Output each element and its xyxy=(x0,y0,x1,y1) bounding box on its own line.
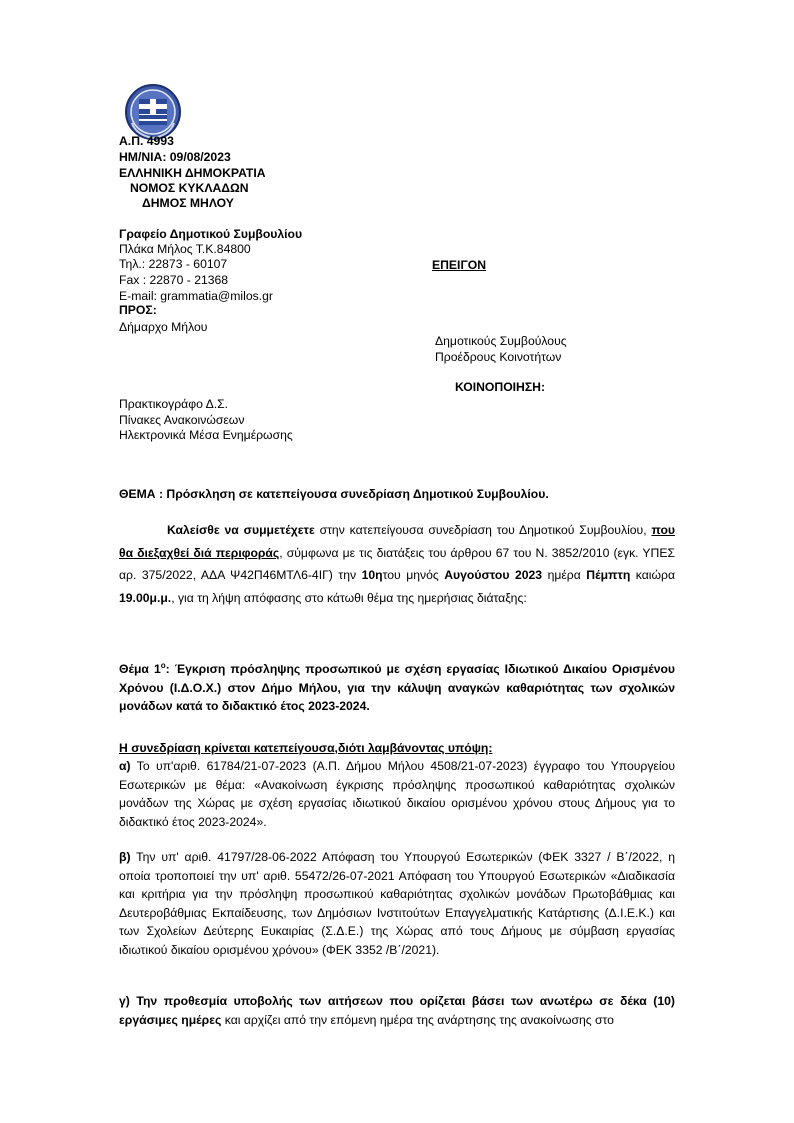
cc-item: Πίνακες Ανακοινώσεων xyxy=(119,413,245,427)
intro-text: ημέρα xyxy=(542,568,587,583)
office-email: E-mail: grammatia@milos.gr xyxy=(119,289,273,303)
greek-emblem-logo xyxy=(124,83,182,141)
country-name: ΕΛΛΗΝΙΚΗ ΔΗΜΟΚΡΑΤΙΑ xyxy=(119,166,266,180)
intro-text: , για τη λήψη απόφασης στο κάτωθι θέμα της ημερήσιας διάταξης: xyxy=(171,590,527,605)
to-community-presidents: Προέδρους Κοινοτήτων xyxy=(435,350,562,364)
agenda-topic xyxy=(119,660,675,716)
meeting-month: Αυγούστου 2023 xyxy=(444,568,543,583)
office-phone: Τηλ.: 22873 - 60107 xyxy=(119,257,228,271)
urgent-label: ΕΠΕΙΓΟΝ xyxy=(432,258,487,272)
meeting-day: 10η xyxy=(361,568,383,583)
cc-item: Πρακτικογράφο Δ.Σ. xyxy=(119,397,229,411)
office-address: Πλάκα Μήλος Τ.Κ.84800 xyxy=(119,242,251,256)
to-label: ΠΡΟΣ: xyxy=(119,303,157,317)
intro-bold: Καλείσθε να συμμετέχετε xyxy=(167,523,315,537)
office-name: Γραφείο Δημοτικού Συμβουλίου xyxy=(119,227,303,241)
topic-text: : Έγκριση πρόσληψης προσωπικού με σχέση εργασίας Ιδιωτικού Δικαίου Ορισμένου Χρόνου (Ι.Δ.Ο.Χ.) στον Δήμο Μήλου, για την κάλυψη αναγκών καθαριότητας των σχολικών μονάδων κατά το διδακτικό έτος 2023-2024. xyxy=(119,662,676,713)
topic-label: Θέμα 1 xyxy=(119,662,161,676)
reason-a-text: Το υπ'αριθ. 61784/21-07-2023 (Α.Π. Δήμου Μήλου 4508/21-07-2023) έγγραφο του Υπουργείου Εσωτερικών με θέμα: «Ανακοίνωση έγκρισης πρόσληψης προσωπικού καθαριότητας σχολικών μονάδων της Χώρας με σχέση εργασίας ιδιωτικού δικαίου ορισμένου χρόνου στους Δήμους για το διδακτικό έτος 2023-2024». xyxy=(119,759,675,829)
document-date: ΗΜ/ΝΙΑ: 09/08/2023 xyxy=(119,150,231,164)
cc-item: Ηλεκτρονικά Μέσα Ενημέρωσης xyxy=(119,428,293,442)
intro-underline: που θα διεξαχθεί διά περιφοράς xyxy=(119,523,675,560)
meeting-time: 19.00μ.μ. xyxy=(119,590,172,605)
reason-c-bold: γ) Την προθεσμία υποβολής των αιτήσεων που ορίζεται βάσει των ανωτέρω σε δέκα (10) εργάσιμες ημέρες xyxy=(119,994,675,1027)
intro-text: , σύμφωνα με τις διατάξεις του άρθρου 67 του Ν. 3852/2010 (εγκ. ΥΠΕΣ αρ. 375/2022, ΑΔΑ Ψ42Π46ΜΤΛ6-4ΙΓ) την xyxy=(119,545,675,583)
reason-a-label: α) xyxy=(119,759,131,773)
prefecture-name: ΝΟΜΟΣ ΚΥΚΛΑΔΩΝ xyxy=(130,181,249,195)
subject-line: ΘΕΜΑ : Πρόσκληση σε κατεπείγουσα συνεδρίαση Δημοτικού Συμβουλίου. xyxy=(119,487,549,501)
reason-a xyxy=(119,757,675,831)
intro-text: καιώρα xyxy=(630,568,675,583)
urgency-heading: Η συνεδρίαση κρίνεται κατεπείγουσα,διότι λαμβάνοντας υπόψη: xyxy=(119,741,493,755)
reason-c-text: και αρχίζει από την επόμενη ημέρα της ανάρτησης της ανακοίνωσης στο xyxy=(221,1012,614,1027)
intro-text: στην κατεπείγουσα συνεδρίαση του Δημοτικού Συμβουλίου, xyxy=(314,523,652,537)
to-mayor: Δήμαρχο Μήλου xyxy=(119,320,208,334)
reason-b-label: β) xyxy=(119,850,131,864)
cc-label: ΚΟΙΝΟΠΟΙΗΣΗ: xyxy=(455,380,546,394)
intro-paragraph xyxy=(119,519,675,609)
municipality-name: ΔΗΜΟΣ ΜΗΛΟΥ xyxy=(142,196,234,210)
reason-c xyxy=(119,992,675,1029)
meeting-weekday: Πέμπτη xyxy=(586,568,631,583)
office-fax: Fax : 22870 - 21368 xyxy=(119,273,229,287)
topic-sup: ο xyxy=(160,660,166,670)
to-councillors: Δημοτικούς Συμβούλους xyxy=(435,334,567,348)
reason-b-text: Την υπ' αριθ. 41797/28-06-2022 Απόφαση του Υπουργού Εσωτερικών (ΦΕΚ 3327 / Β΄/2022, η οποία τροποποιεί την υπ' αριθ. 55472/26-07-2021 Απόφαση του Υπουργού Εσωτερικών «Διαδικασία και κριτήρια για την πρόσληψη προσωπικού καθαριότητας σχολικών μονάδων Πρωτοβάθμιας και Δευτεροβάθμιας Εκπαίδευσης, των Δημόσιων Ινστιτούτων Επαγγελματικής Κατάρτισης (Δ.Ι.Ε.Κ.) και των Σχολείων Δεύτερης Ευκαιρίας (Σ.Δ.Ε.) της Χώρας από τους Δήμους με σύμβαση εργασίας ιδιωτικού δικαίου ορισμένου χρόνου» (ΦΕΚ 3352 /Β΄/2021). xyxy=(119,850,675,957)
reason-b xyxy=(119,848,675,959)
intro-text: του μηνός xyxy=(382,568,445,583)
protocol-number: Α.Π. 4993 xyxy=(119,134,174,148)
